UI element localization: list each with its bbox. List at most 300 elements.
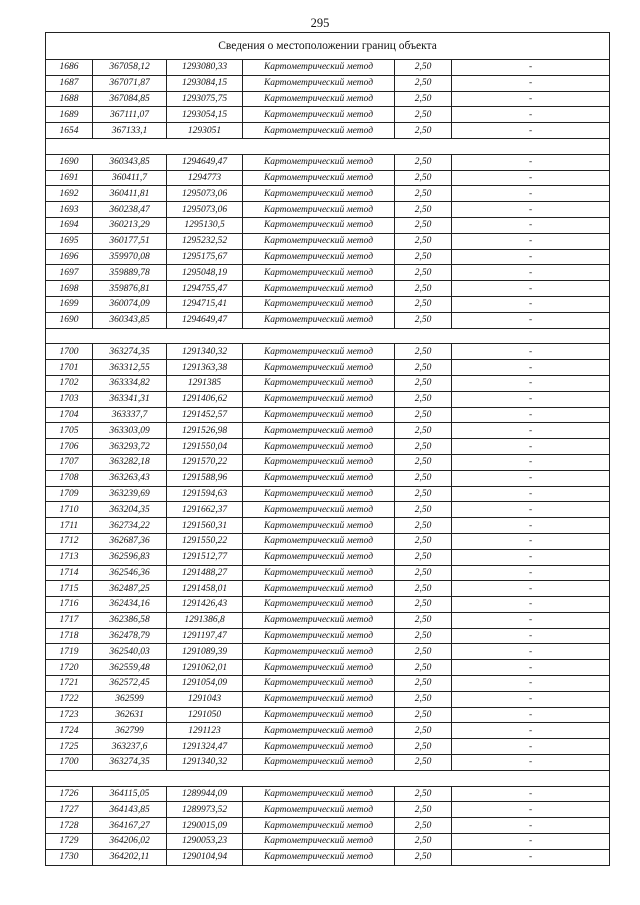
y-coordinate-cell: 1295175,67 [167,249,243,265]
method-cell: Картометрический метод [243,107,395,123]
y-coordinate-cell: 1291054,09 [167,676,243,692]
point-number-cell: 1713 [46,549,93,565]
point-number-cell: 1695 [46,233,93,249]
table-title: Сведения о местоположении границ объекта [46,33,610,60]
x-coordinate-cell: 363274,35 [93,344,167,360]
x-coordinate-cell: 360238,47 [93,202,167,218]
description-cell: - [452,597,610,613]
point-number-cell: 1717 [46,612,93,628]
x-coordinate-cell: 362596,83 [93,549,167,565]
table-row [46,470,610,486]
x-coordinate-cell: 363341,31 [93,391,167,407]
table-row [46,123,610,139]
point-number-cell: 1690 [46,312,93,328]
point-number-cell: 1686 [46,60,93,76]
y-coordinate-cell: 1291324,47 [167,739,243,755]
point-number-cell: 1702 [46,375,93,391]
x-coordinate-cell: 362487,25 [93,581,167,597]
y-coordinate-cell: 1291550,04 [167,439,243,455]
point-number-cell: 1654 [46,123,93,139]
method-cell: Картометрический метод [243,407,395,423]
y-coordinate-cell: 1291594,63 [167,486,243,502]
point-number-cell: 1729 [46,834,93,850]
table-row [46,75,610,91]
table-row [46,344,610,360]
y-coordinate-cell: 1293051 [167,123,243,139]
method-cell: Картометрический метод [243,454,395,470]
method-cell: Картометрический метод [243,502,395,518]
point-number-cell: 1710 [46,502,93,518]
accuracy-cell: 2,50 [395,660,452,676]
x-coordinate-cell: 360411,81 [93,186,167,202]
accuracy-cell: 2,50 [395,296,452,312]
group-separator-row [46,328,610,344]
x-coordinate-cell: 363204,35 [93,502,167,518]
table-row [46,107,610,123]
point-number-cell: 1707 [46,454,93,470]
accuracy-cell: 2,50 [395,533,452,549]
x-coordinate-cell: 363334,82 [93,375,167,391]
y-coordinate-cell: 1291062,01 [167,660,243,676]
point-number-cell: 1690 [46,154,93,170]
description-cell: - [452,691,610,707]
point-number-cell: 1688 [46,91,93,107]
method-cell: Картометрический метод [243,644,395,660]
x-coordinate-cell: 363312,55 [93,360,167,376]
x-coordinate-cell: 362799 [93,723,167,739]
method-cell: Картометрический метод [243,344,395,360]
x-coordinate-cell: 359889,78 [93,265,167,281]
boundary-coordinates-table [45,32,610,866]
point-number-cell: 1715 [46,581,93,597]
method-cell: Картометрический метод [243,581,395,597]
method-cell: Картометрический метод [243,170,395,186]
accuracy-cell: 2,50 [395,107,452,123]
accuracy-cell: 2,50 [395,91,452,107]
table-row [46,423,610,439]
point-number-cell: 1706 [46,439,93,455]
point-number-cell: 1727 [46,802,93,818]
accuracy-cell: 2,50 [395,581,452,597]
x-coordinate-cell: 363303,09 [93,423,167,439]
accuracy-cell: 2,50 [395,439,452,455]
x-coordinate-cell: 367071,87 [93,75,167,91]
y-coordinate-cell: 1291340,32 [167,344,243,360]
description-cell: - [452,549,610,565]
accuracy-cell: 2,50 [395,375,452,391]
table-row [46,707,610,723]
accuracy-cell: 2,50 [395,565,452,581]
table-row [46,91,610,107]
point-number-cell: 1726 [46,786,93,802]
x-coordinate-cell: 362540,03 [93,644,167,660]
y-coordinate-cell: 1291512,77 [167,549,243,565]
description-cell: - [452,628,610,644]
description-cell: - [452,786,610,802]
description-cell: - [452,186,610,202]
description-cell: - [452,454,610,470]
description-cell: - [452,391,610,407]
accuracy-cell: 2,50 [395,849,452,865]
method-cell: Картометрический метод [243,849,395,865]
description-cell: - [452,375,610,391]
method-cell: Картометрический метод [243,360,395,376]
accuracy-cell: 2,50 [395,676,452,692]
method-cell: Картометрический метод [243,423,395,439]
y-coordinate-cell: 1291588,96 [167,470,243,486]
description-cell: - [452,312,610,328]
y-coordinate-cell: 1291340,32 [167,755,243,771]
table-row [46,60,610,76]
method-cell: Картометрический метод [243,265,395,281]
table-row [46,581,610,597]
point-number-cell: 1696 [46,249,93,265]
accuracy-cell: 2,50 [395,281,452,297]
table-row [46,660,610,676]
x-coordinate-cell: 360411,7 [93,170,167,186]
y-coordinate-cell: 1291458,01 [167,581,243,597]
point-number-cell: 1721 [46,676,93,692]
accuracy-cell: 2,50 [395,217,452,233]
description-cell: - [452,502,610,518]
x-coordinate-cell: 362631 [93,707,167,723]
method-cell: Картометрический метод [243,391,395,407]
method-cell: Картометрический метод [243,518,395,534]
description-cell: - [452,565,610,581]
description-cell: - [452,439,610,455]
table-row [46,281,610,297]
y-coordinate-cell: 1293084,15 [167,75,243,91]
accuracy-cell: 2,50 [395,360,452,376]
table-row [46,454,610,470]
y-coordinate-cell: 1290053,23 [167,834,243,850]
method-cell: Картометрический метод [243,723,395,739]
method-cell: Картометрический метод [243,707,395,723]
method-cell: Картометрический метод [243,296,395,312]
point-number-cell: 1694 [46,217,93,233]
point-number-cell: 1711 [46,518,93,534]
table-row [46,628,610,644]
method-cell: Картометрический метод [243,486,395,502]
description-cell: - [452,486,610,502]
method-cell: Картометрический метод [243,676,395,692]
point-number-cell: 1709 [46,486,93,502]
accuracy-cell: 2,50 [395,518,452,534]
method-cell: Картометрический метод [243,312,395,328]
description-cell: - [452,154,610,170]
table-row [46,834,610,850]
table-row [46,217,610,233]
accuracy-cell: 2,50 [395,470,452,486]
table-row [46,818,610,834]
table-row [46,755,610,771]
table-row [46,186,610,202]
method-cell: Картометрический метод [243,186,395,202]
method-cell: Картометрический метод [243,75,395,91]
table-row [46,739,610,755]
accuracy-cell: 2,50 [395,502,452,518]
point-number-cell: 1719 [46,644,93,660]
table-row [46,786,610,802]
description-cell: - [452,518,610,534]
method-cell: Картометрический метод [243,91,395,107]
method-cell: Картометрический метод [243,249,395,265]
x-coordinate-cell: 363274,35 [93,755,167,771]
description-cell: - [452,470,610,486]
method-cell: Картометрический метод [243,281,395,297]
group-separator-cell [46,138,610,154]
description-cell: - [452,123,610,139]
table-row [46,518,610,534]
x-coordinate-cell: 360213,29 [93,217,167,233]
method-cell: Картометрический метод [243,123,395,139]
x-coordinate-cell: 362572,45 [93,676,167,692]
description-cell: - [452,249,610,265]
y-coordinate-cell: 1295073,06 [167,202,243,218]
x-coordinate-cell: 363239,69 [93,486,167,502]
point-number-cell: 1723 [46,707,93,723]
y-coordinate-cell: 1294649,47 [167,154,243,170]
x-coordinate-cell: 363293,72 [93,439,167,455]
point-number-cell: 1725 [46,739,93,755]
point-number-cell: 1716 [46,597,93,613]
description-cell: - [452,707,610,723]
description-cell: - [452,233,610,249]
accuracy-cell: 2,50 [395,423,452,439]
point-number-cell: 1697 [46,265,93,281]
y-coordinate-cell: 1291406,62 [167,391,243,407]
accuracy-cell: 2,50 [395,723,452,739]
x-coordinate-cell: 363282,18 [93,454,167,470]
point-number-cell: 1720 [46,660,93,676]
method-cell: Картометрический метод [243,375,395,391]
description-cell: - [452,360,610,376]
table-row [46,802,610,818]
method-cell: Картометрический метод [243,834,395,850]
method-cell: Картометрический метод [243,612,395,628]
table-row [46,296,610,312]
accuracy-cell: 2,50 [395,202,452,218]
x-coordinate-cell: 363263,43 [93,470,167,486]
table-row [46,312,610,328]
accuracy-cell: 2,50 [395,818,452,834]
y-coordinate-cell: 1295048,19 [167,265,243,281]
y-coordinate-cell: 1294715,41 [167,296,243,312]
x-coordinate-cell: 364143,85 [93,802,167,818]
point-number-cell: 1712 [46,533,93,549]
method-cell: Картометрический метод [243,60,395,76]
y-coordinate-cell: 1291123 [167,723,243,739]
accuracy-cell: 2,50 [395,391,452,407]
accuracy-cell: 2,50 [395,644,452,660]
x-coordinate-cell: 363337,7 [93,407,167,423]
point-number-cell: 1714 [46,565,93,581]
accuracy-cell: 2,50 [395,786,452,802]
table-row [46,249,610,265]
table-row [46,502,610,518]
y-coordinate-cell: 1291526,98 [167,423,243,439]
table-row [46,676,610,692]
point-number-cell: 1704 [46,407,93,423]
x-coordinate-cell: 362687,36 [93,533,167,549]
accuracy-cell: 2,50 [395,834,452,850]
y-coordinate-cell: 1293054,15 [167,107,243,123]
table-row [46,375,610,391]
point-number-cell: 1722 [46,691,93,707]
point-number-cell: 1708 [46,470,93,486]
table-row [46,612,610,628]
table-row [46,360,610,376]
method-cell: Картометрический метод [243,739,395,755]
y-coordinate-cell: 1290015,09 [167,818,243,834]
accuracy-cell: 2,50 [395,691,452,707]
y-coordinate-cell: 1290104,94 [167,849,243,865]
description-cell: - [452,344,610,360]
accuracy-cell: 2,50 [395,407,452,423]
y-coordinate-cell: 1291386,8 [167,612,243,628]
x-coordinate-cell: 360177,51 [93,233,167,249]
table-row [46,691,610,707]
table-row [46,597,610,613]
y-coordinate-cell: 1295130,5 [167,217,243,233]
y-coordinate-cell: 1289944,09 [167,786,243,802]
group-separator-cell [46,770,610,786]
point-number-cell: 1692 [46,186,93,202]
method-cell: Картометрический метод [243,786,395,802]
x-coordinate-cell: 367058,12 [93,60,167,76]
y-coordinate-cell: 1289973,52 [167,802,243,818]
point-number-cell: 1699 [46,296,93,312]
point-number-cell: 1728 [46,818,93,834]
description-cell: - [452,91,610,107]
accuracy-cell: 2,50 [395,154,452,170]
accuracy-cell: 2,50 [395,265,452,281]
y-coordinate-cell: 1295232,52 [167,233,243,249]
y-coordinate-cell: 1291426,43 [167,597,243,613]
description-cell: - [452,423,610,439]
description-cell: - [452,281,610,297]
accuracy-cell: 2,50 [395,60,452,76]
description-cell: - [452,755,610,771]
table-title-row [46,33,610,60]
table-row [46,391,610,407]
y-coordinate-cell: 1291560,31 [167,518,243,534]
group-separator-row [46,770,610,786]
table-row [46,549,610,565]
description-cell: - [452,107,610,123]
description-cell: - [452,739,610,755]
accuracy-cell: 2,50 [395,802,452,818]
method-cell: Картометрический метод [243,470,395,486]
accuracy-cell: 2,50 [395,75,452,91]
x-coordinate-cell: 362734,22 [93,518,167,534]
x-coordinate-cell: 363237,6 [93,739,167,755]
point-number-cell: 1730 [46,849,93,865]
y-coordinate-cell: 1294755,47 [167,281,243,297]
method-cell: Картометрический метод [243,233,395,249]
point-number-cell: 1724 [46,723,93,739]
y-coordinate-cell: 1294773 [167,170,243,186]
method-cell: Картометрический метод [243,217,395,233]
y-coordinate-cell: 1293080,33 [167,60,243,76]
point-number-cell: 1705 [46,423,93,439]
description-cell: - [452,265,610,281]
y-coordinate-cell: 1291570,22 [167,454,243,470]
table-row [46,644,610,660]
method-cell: Картометрический метод [243,154,395,170]
x-coordinate-cell: 367133,1 [93,123,167,139]
method-cell: Картометрический метод [243,439,395,455]
table-row [46,202,610,218]
point-number-cell: 1700 [46,344,93,360]
accuracy-cell: 2,50 [395,249,452,265]
accuracy-cell: 2,50 [395,597,452,613]
table-row [46,565,610,581]
table-row [46,170,610,186]
table-row [46,233,610,249]
method-cell: Картометрический метод [243,691,395,707]
x-coordinate-cell: 367111,07 [93,107,167,123]
method-cell: Картометрический метод [243,533,395,549]
description-cell: - [452,581,610,597]
x-coordinate-cell: 360343,85 [93,312,167,328]
table-row [46,154,610,170]
method-cell: Картометрический метод [243,628,395,644]
accuracy-cell: 2,50 [395,170,452,186]
point-number-cell: 1718 [46,628,93,644]
y-coordinate-cell: 1291662,37 [167,502,243,518]
x-coordinate-cell: 364115,05 [93,786,167,802]
accuracy-cell: 2,50 [395,344,452,360]
point-number-cell: 1703 [46,391,93,407]
description-cell: - [452,170,610,186]
accuracy-cell: 2,50 [395,612,452,628]
table-row [46,533,610,549]
description-cell: - [452,818,610,834]
accuracy-cell: 2,50 [395,755,452,771]
method-cell: Картометрический метод [243,202,395,218]
description-cell: - [452,660,610,676]
description-cell: - [452,802,610,818]
method-cell: Картометрический метод [243,818,395,834]
x-coordinate-cell: 362546,36 [93,565,167,581]
method-cell: Картометрический метод [243,755,395,771]
description-cell: - [452,723,610,739]
accuracy-cell: 2,50 [395,312,452,328]
table-row [46,439,610,455]
x-coordinate-cell: 362386,58 [93,612,167,628]
group-separator-cell [46,328,610,344]
accuracy-cell: 2,50 [395,707,452,723]
point-number-cell: 1700 [46,755,93,771]
y-coordinate-cell: 1291488,27 [167,565,243,581]
x-coordinate-cell: 362434,16 [93,597,167,613]
page-number: 295 [310,16,330,30]
accuracy-cell: 2,50 [395,123,452,139]
method-cell: Картометрический метод [243,549,395,565]
x-coordinate-cell: 362478,79 [93,628,167,644]
x-coordinate-cell: 359876,81 [93,281,167,297]
x-coordinate-cell: 359970,08 [93,249,167,265]
table-row [46,486,610,502]
accuracy-cell: 2,50 [395,454,452,470]
point-number-cell: 1689 [46,107,93,123]
accuracy-cell: 2,50 [395,628,452,644]
x-coordinate-cell: 362599 [93,691,167,707]
y-coordinate-cell: 1291043 [167,691,243,707]
description-cell: - [452,644,610,660]
method-cell: Картометрический метод [243,597,395,613]
